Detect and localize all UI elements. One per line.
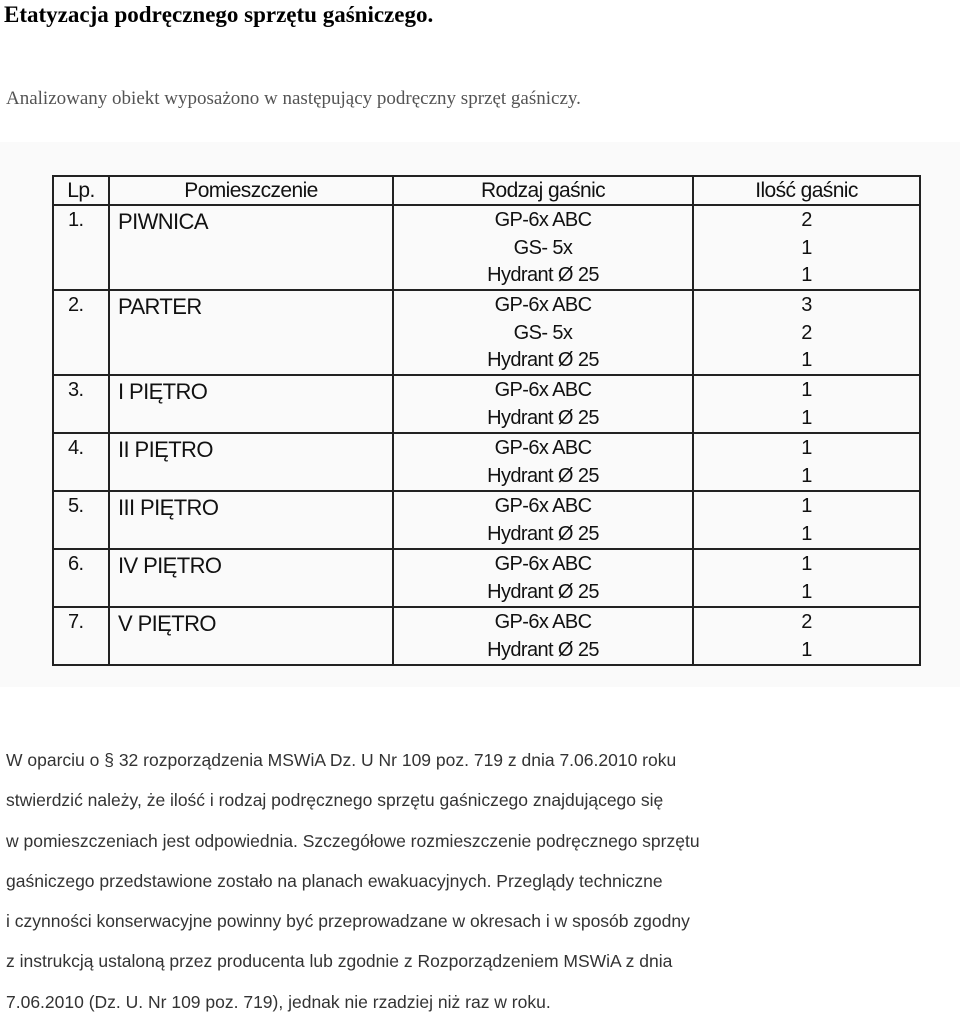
extinguisher-quantity: 2: [801, 209, 812, 231]
room-name: IV PIĘTRO: [109, 549, 393, 607]
extinguisher-quantities: [693, 607, 920, 665]
extinguisher-type: Hydrant Ø 25: [487, 349, 599, 371]
extinguisher-quantity: 1: [801, 465, 812, 487]
table-row: [53, 491, 920, 549]
extinguisher-type: GS- 5x: [513, 322, 573, 344]
table-header-row: [53, 176, 920, 205]
row-number: 3.: [53, 375, 109, 433]
row-number: 5.: [53, 491, 109, 549]
extinguisher-types: [393, 491, 693, 549]
table-row: [53, 549, 920, 607]
extinguisher-type: Hydrant Ø 25: [487, 407, 599, 429]
table-row: [53, 433, 920, 491]
row-number: 6.: [53, 549, 109, 607]
room-name: III PIĘTRO: [109, 491, 393, 549]
extinguisher-types: [393, 205, 693, 290]
extinguisher-quantity: 1: [801, 264, 812, 286]
extinguisher-quantity: 1: [801, 437, 812, 459]
room-name: V PIĘTRO: [109, 607, 393, 665]
table-row: [53, 375, 920, 433]
paragraph-line: gaśniczego przedstawione zostało na planach ewakuacyjnych. Przeglądy techniczne: [6, 870, 663, 891]
extinguisher-quantity: 1: [801, 581, 812, 603]
regulation-paragraph: [6, 740, 936, 1022]
extinguisher-quantities: [693, 491, 920, 549]
extinguisher-type: Hydrant Ø 25: [487, 523, 599, 545]
intro-text: Analizowany obiekt wyposażono w następujący podręczny sprzęt gaśniczy.: [6, 88, 581, 109]
extinguisher-type: GP-6x ABC: [494, 553, 592, 575]
extinguisher-types: [393, 433, 693, 491]
extinguisher-quantities: [693, 375, 920, 433]
extinguisher-type: GP-6x ABC: [494, 495, 592, 517]
extinguisher-table: [52, 175, 921, 666]
extinguisher-types: [393, 375, 693, 433]
extinguisher-type: Hydrant Ø 25: [487, 465, 599, 487]
extinguisher-type: Hydrant Ø 25: [487, 264, 599, 286]
row-number: 4.: [53, 433, 109, 491]
paragraph-line: z instrukcją ustaloną przez producenta lub zgodnie z Rozporządzeniem MSWiA z dnia: [6, 951, 673, 972]
row-number: 1.: [53, 205, 109, 290]
table-row: [53, 205, 920, 290]
room-name: PIWNICA: [109, 205, 393, 290]
extinguisher-quantity: 1: [801, 349, 812, 371]
paragraph-line: w pomieszczeniach jest odpowiednia. Szczegółowe rozmieszczenie podręcznego sprzętu: [6, 830, 700, 851]
extinguisher-types: [393, 290, 693, 375]
extinguisher-type: Hydrant Ø 25: [487, 639, 599, 661]
header-qty: Ilość gaśnic: [693, 176, 920, 205]
extinguisher-quantity: 2: [801, 611, 812, 633]
extinguisher-type: GP-6x ABC: [494, 294, 592, 316]
extinguisher-type: GP-6x ABC: [494, 437, 592, 459]
table-row: [53, 290, 920, 375]
paragraph-line: stwierdzić należy, że ilość i rodzaj podręcznego sprzętu gaśniczego znajdującego się: [6, 790, 664, 811]
extinguisher-type: GP-6x ABC: [494, 379, 592, 401]
extinguisher-types: [393, 549, 693, 607]
extinguisher-quantity: 1: [801, 237, 812, 259]
extinguisher-quantity: 1: [801, 639, 812, 661]
paragraph-line: W oparciu o § 32 rozporządzenia MSWiA Dz. U Nr 109 poz. 719 z dnia 7.06.2010 roku: [6, 750, 677, 770]
extinguisher-quantities: [693, 433, 920, 491]
extinguisher-quantity: 2: [801, 322, 812, 344]
extinguisher-quantity: 1: [801, 407, 812, 429]
room-name: I PIĘTRO: [109, 375, 393, 433]
extinguisher-quantity: 1: [801, 379, 812, 401]
room-name: PARTER: [109, 290, 393, 375]
extinguisher-quantities: [693, 290, 920, 375]
table-body: [53, 205, 920, 665]
extinguisher-types: [393, 607, 693, 665]
row-number: 2.: [53, 290, 109, 375]
row-number: 7.: [53, 607, 109, 665]
document-title: Etatyzacja podręcznego sprzętu gaśniczego.: [4, 2, 434, 27]
room-name: II PIĘTRO: [109, 433, 393, 491]
extinguisher-type: GP-6x ABC: [494, 209, 592, 231]
table-row: [53, 607, 920, 665]
extinguisher-quantity: 3: [801, 294, 812, 316]
paragraph-line: 7.06.2010 (Dz. U. Nr 109 poz. 719), jednak nie rzadziej niż raz w roku.: [6, 991, 551, 1012]
extinguisher-quantity: 1: [801, 523, 812, 545]
extinguisher-quantities: [693, 549, 920, 607]
extinguisher-quantity: 1: [801, 553, 812, 575]
extinguisher-type: GS- 5x: [513, 237, 573, 259]
extinguisher-type: Hydrant Ø 25: [487, 581, 599, 603]
extinguisher-type: GP-6x ABC: [494, 611, 592, 633]
extinguisher-quantity: 1: [801, 495, 812, 517]
header-lp: Lp.: [53, 176, 109, 205]
extinguisher-quantities: [693, 205, 920, 290]
paragraph-line: i czynności konserwacyjne powinny być przeprowadzane w okresach i w sposób zgodny: [6, 911, 690, 932]
header-type: Rodzaj gaśnic: [393, 176, 693, 205]
header-room: Pomieszczenie: [109, 176, 393, 205]
